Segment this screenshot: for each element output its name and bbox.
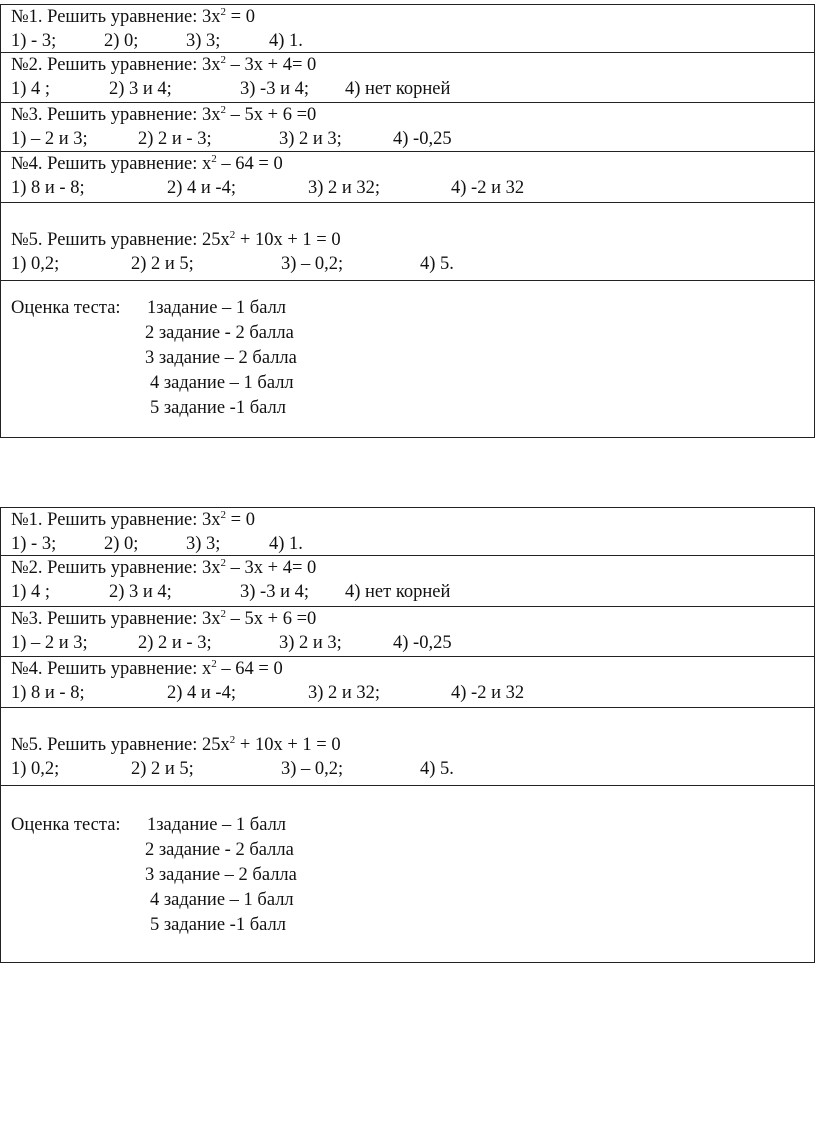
answer-options [11,681,814,705]
question-text: №4. Решить уравнение: $x^2 - 64 = 0$ [11,153,283,174]
question-4 [1,152,814,203]
option-3: 3) – 0,2; [281,759,344,779]
test-card-1 [0,4,815,438]
scoring-item: 2 задание - 2 балла [145,323,294,343]
scoring-line-1 [11,296,814,321]
option-1: 1) - 3; [11,31,57,51]
option-3: 3) 2 и 32; [308,683,381,703]
scoring-label: Оценка теста: [11,815,121,835]
answer-options [11,580,814,604]
scoring-item: 3 задание – 2 балла [145,865,297,885]
option-2: 2) 4 и -4; [167,178,236,198]
answer-options [11,176,814,200]
scoring-item: 4 задание – 1 балл [150,890,294,910]
question-4 [1,657,814,708]
option-2: 2) 4 и -4; [167,683,236,703]
question-text: №3. Решить уравнение: $3x^2 - 5x + 6 =0$ [11,608,317,629]
option-1: 1) – 2 и 3; [11,633,88,653]
scoring-item: 4 задание – 1 балл [150,373,294,393]
answer-options [11,252,814,276]
option-4: 4) 1. [269,534,303,554]
option-3: 3) 2 и 3; [279,129,342,149]
scoring-line-4 [11,371,814,396]
scoring-line-2 [11,838,814,863]
question-text: №5. Решить уравнение: $25x^2 + 10x + 1 = 0$ [11,734,341,755]
question-3 [1,103,814,152]
question-2 [1,53,814,103]
option-4: 4) -2 и 32 [451,683,525,703]
option-1: 1) 0,2; [11,254,60,274]
option-3: 3) – 0,2; [281,254,344,274]
scoring-line-2 [11,321,814,346]
question-5 [1,203,814,281]
option-1: 1) 8 и - 8; [11,178,85,198]
option-2: 2) 0; [104,31,139,51]
scoring-line-3 [11,346,814,371]
question-text: №1. Решить уравнение: $3x^2 = 0$ [11,509,255,530]
answer-options [11,127,814,151]
question-3 [1,607,814,657]
option-4: 4) -0,25 [393,633,452,653]
option-4: 4) 5. [420,759,454,779]
option-1: 1) – 2 и 3; [11,129,88,149]
scoring-item: 2 задание - 2 балла [145,840,294,860]
scoring-line-4 [11,888,814,913]
option-3: 3) -3 и 4; [240,582,309,602]
option-4: 4) -0,25 [393,129,452,149]
question-1 [1,5,814,53]
scoring-line-3 [11,863,814,888]
option-4: 4) нет корней [345,582,451,602]
option-4: 4) нет корней [345,79,451,99]
option-3: 3) 2 и 32; [308,178,381,198]
option-4: 4) -2 и 32 [451,178,525,198]
option-2: 2) 3 и 4; [109,582,172,602]
option-2: 2) 2 и - 3; [138,633,212,653]
option-2: 2) 0; [104,534,139,554]
question-2 [1,556,814,607]
question-text: №1. Решить уравнение: $3x^2 = 0$ [11,6,255,27]
option-2: 2) 2 и 5; [131,759,194,779]
scoring-item: 5 задание -1 балл [150,398,286,418]
option-1: 1) 8 и - 8; [11,683,85,703]
option-1: 1) 0,2; [11,759,60,779]
scoring-item: 1задание – 1 балл [147,298,287,318]
option-3: 3) -3 и 4; [240,79,309,99]
scoring-line-5 [11,396,814,421]
option-4: 4) 1. [269,31,303,51]
question-1 [1,508,814,556]
scoring-line-5 [11,913,814,938]
option-4: 4) 5. [420,254,454,274]
answer-options [11,77,814,101]
scoring-label: Оценка теста: [11,298,121,318]
question-text: №5. Решить уравнение: $25x^2 + 10x + 1 = 0$ [11,229,341,250]
option-1: 1) 4 ; [11,582,51,602]
scoring-item: 3 задание – 2 балла [145,348,297,368]
answer-options [11,757,814,781]
option-1: 1) 4 ; [11,79,51,99]
question-text: №2. Решить уравнение: $3x^2 - 3x + 4= 0$ [11,54,317,75]
answer-options [11,631,814,655]
question-text: №2. Решить уравнение: $3x^2 - 3x + 4= 0$ [11,557,317,578]
answer-options [11,532,814,556]
option-3: 3) 2 и 3; [279,633,342,653]
scoring-line-1 [11,813,814,838]
scoring-item: 1задание – 1 балл [147,815,287,835]
scoring-item: 5 задание -1 балл [150,915,286,935]
scoring-section [1,786,814,962]
test-card-2 [0,507,815,963]
scoring-section [1,281,814,437]
question-5 [1,708,814,786]
question-text: №3. Решить уравнение: $3x^2 - 5x + 6 =0$ [11,104,317,125]
answer-options [11,29,814,53]
option-2: 2) 2 и - 3; [138,129,212,149]
option-2: 2) 3 и 4; [109,79,172,99]
option-3: 3) 3; [186,534,221,554]
option-2: 2) 2 и 5; [131,254,194,274]
option-1: 1) - 3; [11,534,57,554]
question-text: №4. Решить уравнение: $x^2 - 64 = 0$ [11,658,283,679]
option-3: 3) 3; [186,31,221,51]
